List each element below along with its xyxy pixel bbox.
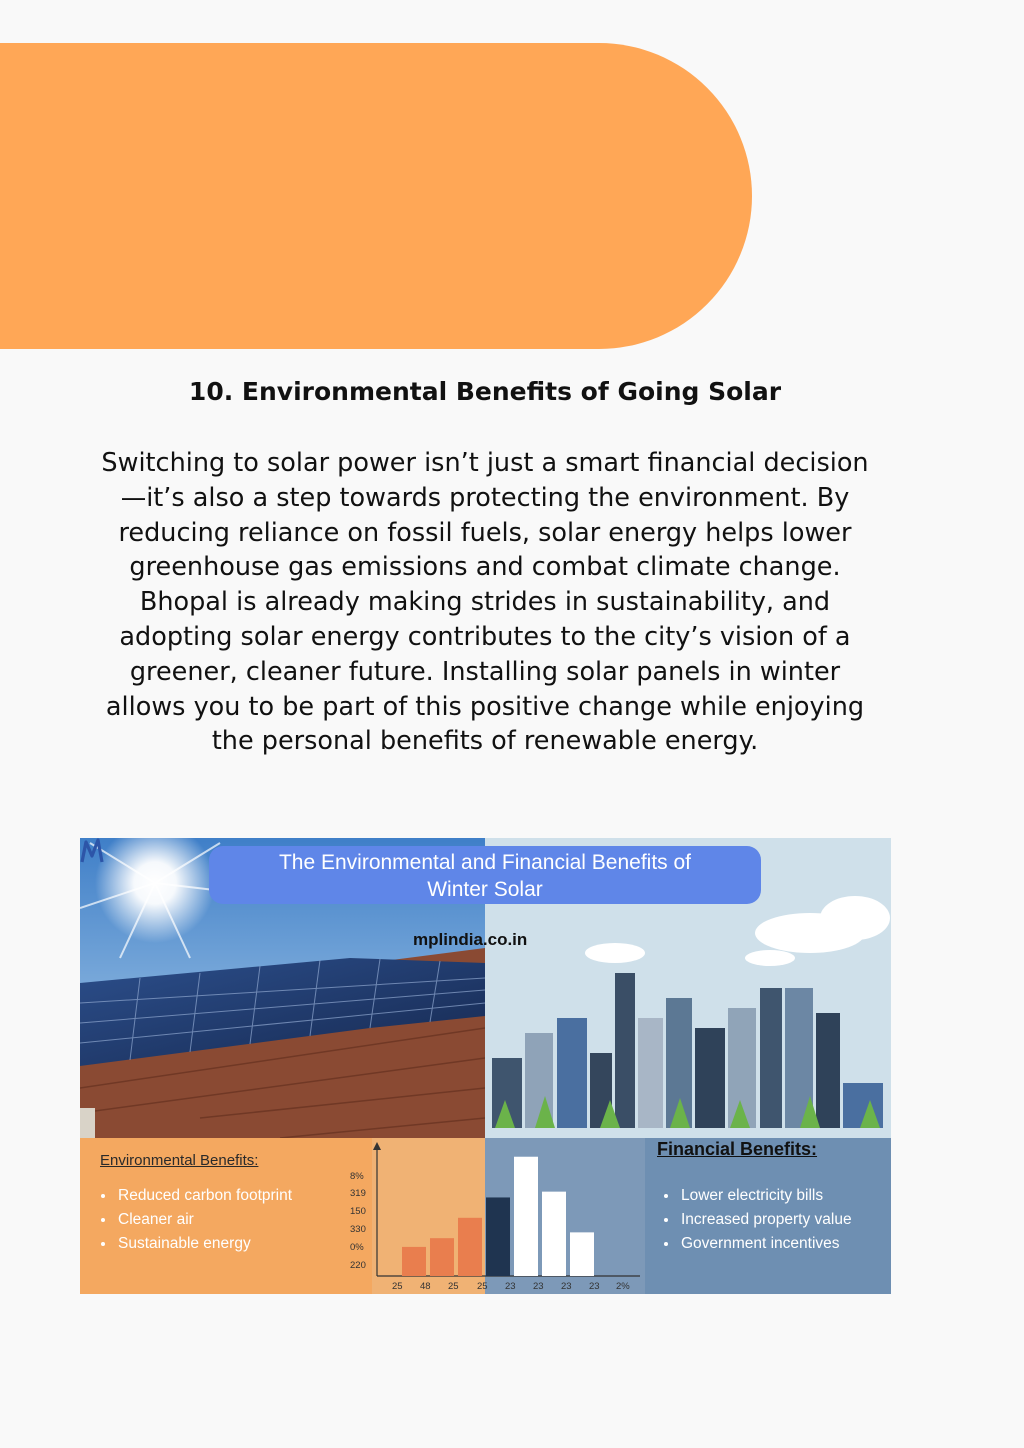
body-line: —it’s also a step towards protecting the environment. By — [120, 482, 850, 513]
y-tick-label: 220 — [350, 1260, 366, 1271]
fin-benefits-title: Financial Benefits: — [657, 1139, 818, 1159]
x-tick-label: 2% — [616, 1281, 630, 1292]
x-tick-label: 23 — [505, 1281, 516, 1292]
body-line: allows you to be part of this positive change while enjoying — [105, 691, 865, 722]
body-line: Bhopal is already making strides in sustainability, and — [139, 587, 831, 618]
chart-bar — [430, 1238, 454, 1276]
body-line: greenhouse gas emissions and combat climate change. — [129, 552, 841, 583]
x-tick-label: 23 — [561, 1281, 572, 1292]
env-benefits-title: Environmental Benefits: — [100, 1152, 259, 1169]
y-tick-label: 0% — [350, 1242, 364, 1253]
decorative-orange-shape — [0, 43, 752, 349]
x-tick-label: 25 — [448, 1281, 459, 1292]
section-heading: 10. Environmental Benefits of Going Solar — [188, 377, 782, 406]
list-item: • Increased property value — [679, 1208, 852, 1232]
body-line: greener, cleaner future. Installing solar panels in winter — [129, 656, 841, 687]
env-benefits-list — [100, 1184, 292, 1256]
infographic-title-line: The Environmental and Financial Benefits of — [278, 851, 692, 874]
list-item: • Lower electricity bills — [679, 1184, 852, 1208]
infographic-title — [209, 846, 761, 904]
list-item: • Sustainable energy — [116, 1232, 292, 1256]
infographic-title-line: Winter Solar — [427, 878, 543, 901]
x-tick-label: 25 — [392, 1281, 403, 1292]
x-tick-label: 23 — [533, 1281, 544, 1292]
chart-bar — [486, 1197, 510, 1276]
list-item: • Reduced carbon footprint — [116, 1184, 292, 1208]
chart-bar — [402, 1247, 426, 1276]
x-tick-label: 23 — [589, 1281, 600, 1292]
chart-bar — [514, 1157, 538, 1276]
y-tick-label: 319 — [350, 1188, 366, 1199]
body-line: Switching to solar power isn’t just a smart financial decision — [101, 448, 869, 478]
x-tick-label: 25 — [477, 1281, 488, 1292]
body-line: reducing reliance on fossil fuels, solar energy helps lower — [118, 517, 852, 548]
chart-bar — [570, 1232, 594, 1276]
mpl-logo-icon — [80, 838, 108, 864]
infographic-image — [80, 838, 891, 1294]
x-tick-label: 48 — [420, 1281, 431, 1292]
chart-bar — [458, 1218, 482, 1276]
y-tick-label: 8% — [350, 1171, 364, 1182]
body-paragraph — [72, 446, 898, 759]
fin-benefits-list — [663, 1184, 852, 1256]
site-label: mplindia.co.in — [413, 930, 528, 949]
list-item: • Government incentives — [679, 1232, 852, 1256]
y-tick-label: 150 — [350, 1206, 366, 1217]
chart-bar — [542, 1192, 566, 1276]
body-line: the personal benefits of renewable energy. — [211, 726, 759, 757]
body-line: adopting solar energy contributes to the city’s vision of a — [119, 621, 851, 652]
y-tick-label: 330 — [350, 1224, 366, 1235]
list-item: • Cleaner air — [116, 1208, 292, 1232]
